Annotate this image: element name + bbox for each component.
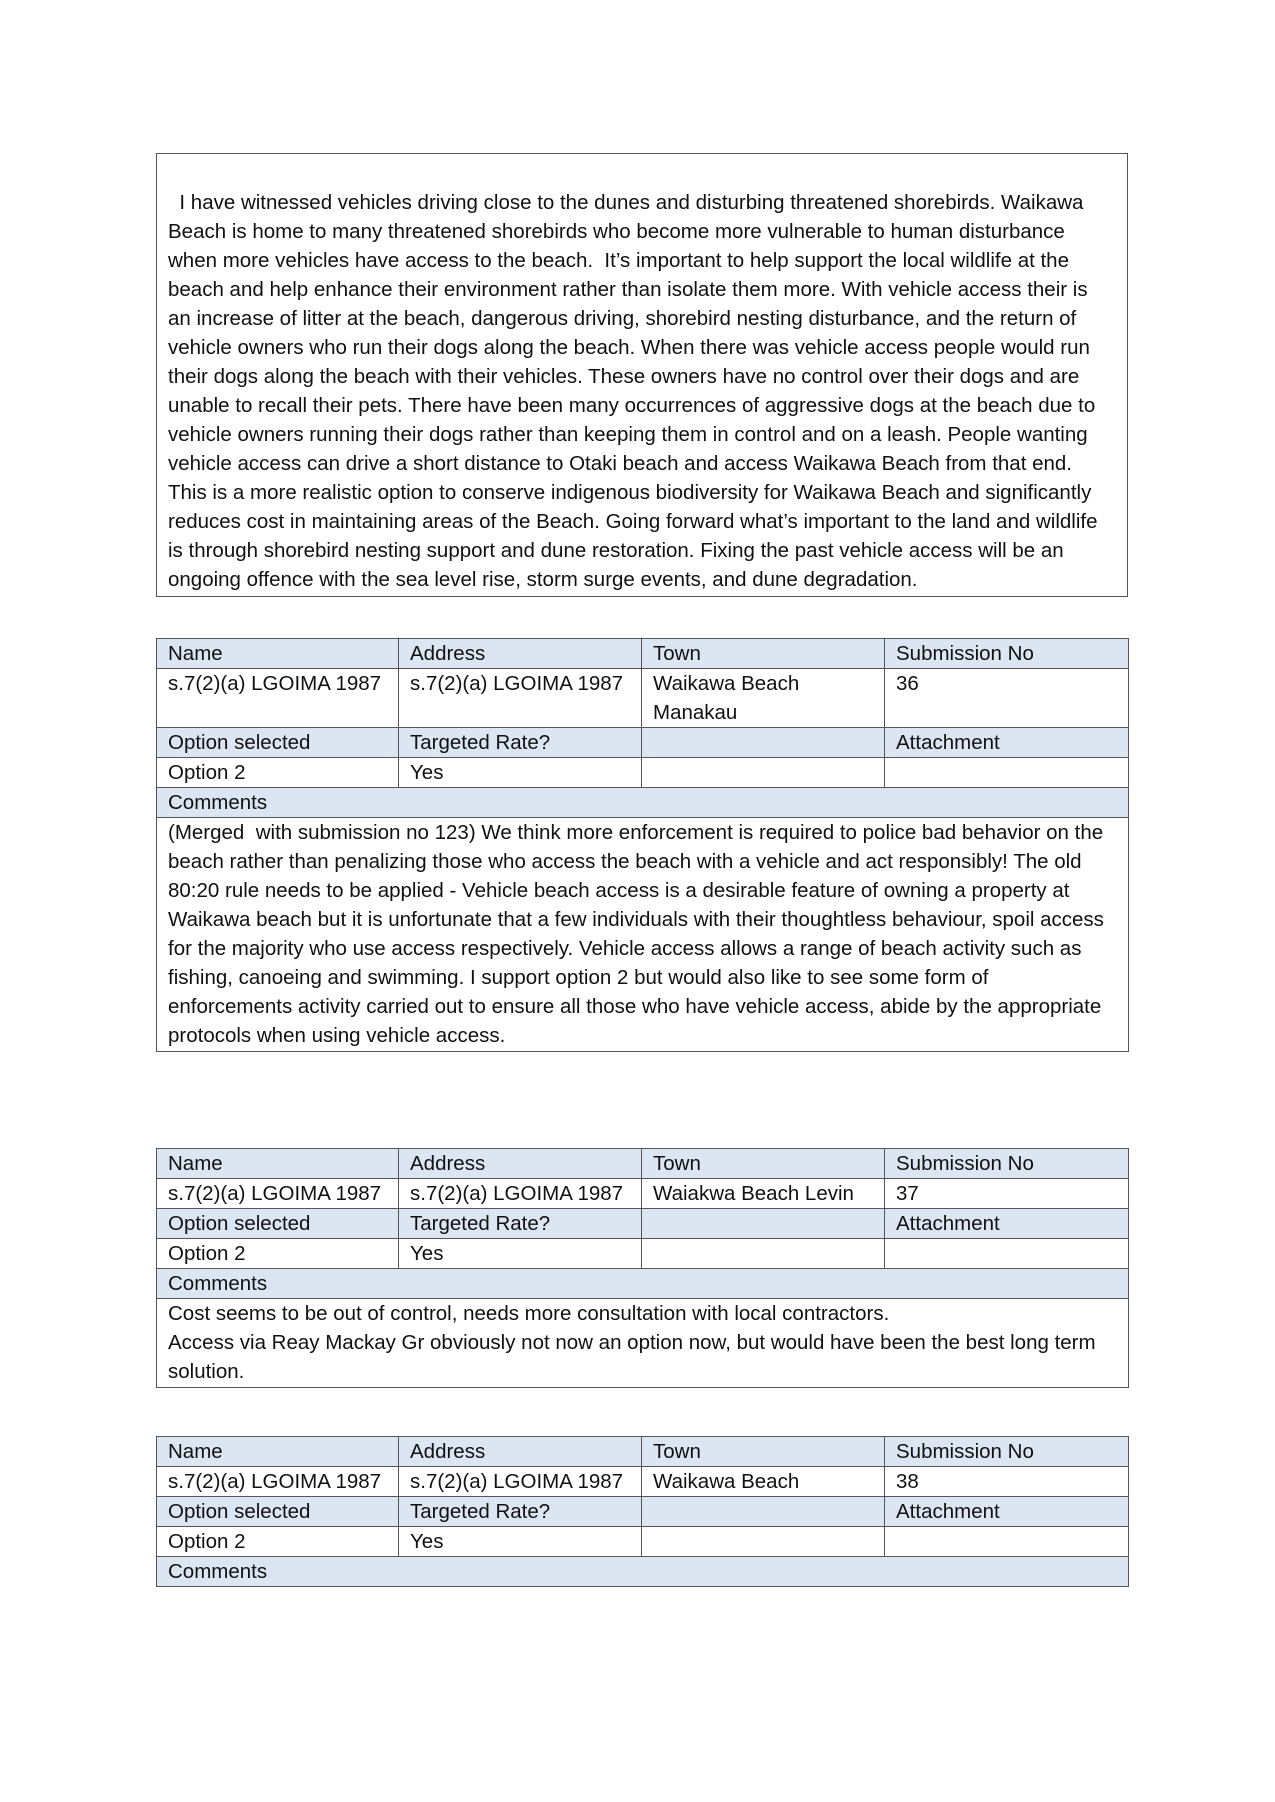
option-value: Option 2 [157,758,399,788]
address-value: s.7(2)(a) LGOIMA 1987 [399,1467,642,1497]
option-header-row [157,1497,1129,1527]
comments-row [157,818,1129,1052]
name-value: s.7(2)(a) LGOIMA 1987 [157,669,399,728]
comments-value: (Merged with submission no 123) We think more enforcement is required to police bad behavior on the beach rather than penalizing those who access the beach with a vehicle and act responsibly! The old 80:20 rule needs to be applied - Vehicle beach access is a desirable feature of owning a property at Waikawa beach but it is unfortunate that a few individuals with their thoughtless behaviour, spoil access for the majority who use access respectively. Vehicle access allows a range of beach activity such as fishing, canoeing and swimming. I support option 2 but would also like to see some form of enforcements activity carried out to ensure all those who have vehicle access, abide by the appropriate protocols when using vehicle access. [157,818,1129,1052]
address-label: Address [399,639,642,669]
submission-no-value: 37 [885,1179,1129,1209]
empty-cell [642,1527,885,1557]
attachment-label: Attachment [885,728,1129,758]
submission-table [156,638,1129,1052]
submission-table [156,1148,1129,1388]
comments-header-row [157,788,1129,818]
comments-value: Cost seems to be out of control, needs more consultation with local contractors. Access via Reay Mackay Gr obviously not now an option now, but would have been the best long term solution. [157,1299,1129,1388]
header-row [157,639,1129,669]
town-label: Town [642,639,885,669]
targeted-rate-label: Targeted Rate? [399,1209,642,1239]
comments-label: Comments [157,1269,1129,1299]
comments-header-row [157,1557,1129,1587]
option-value: Option 2 [157,1527,399,1557]
submission-no-value: 38 [885,1467,1129,1497]
intro-text: I have witnessed vehicles driving close to the dunes and disturbing threatened shorebirds. Waikawa Beach is home to many threatened shorebirds who become more vulnerable to human disturbance when more vehicles have access to the beach. It’s important to help support the local wildlife at the beach and help enhance their environment rather than isolate them more. With vehicle access their is an increase of litter at the beach, dangerous driving, shorebird nesting disturbance, and the return of vehicle owners who run their dogs along the beach. When there was vehicle access people would run their dogs along the beach with their vehicles. These owners have no control over their dogs and are unable to recall their pets. There have been many occurrences of aggressive dogs at the beach due to vehicle owners running their dogs rather than keeping them in control and on a leash. People wanting vehicle access can drive a short distance to Otaki beach and access Waikawa Beach from that end. This is a more realistic option to conserve indigenous biodiversity for Waikawa Beach and significantly reduces cost in maintaining areas of the Beach. Going forward what’s important to the land and wildlife is through shorebird nesting support and dune restoration. Fixing the past vehicle access will be an ongoing offence with the sea level rise, storm surge events, and dune degradation. [168,191,1104,591]
targeted-rate-label: Targeted Rate? [399,728,642,758]
attachment-label: Attachment [885,1209,1129,1239]
empty-header-cell [642,1497,885,1527]
header-row [157,1149,1129,1179]
details-row [157,1179,1129,1209]
option-header-row [157,728,1129,758]
name-value: s.7(2)(a) LGOIMA 1987 [157,1467,399,1497]
empty-header-cell [642,728,885,758]
submission-table [156,1436,1129,1587]
comments-label: Comments [157,1557,1129,1587]
comments-row [157,1299,1129,1388]
option-value: Option 2 [157,1239,399,1269]
empty-cell [642,1239,885,1269]
option-row [157,1239,1129,1269]
submission-no-label: Submission No [885,639,1129,669]
submission-no-label: Submission No [885,1149,1129,1179]
name-label: Name [157,1437,399,1467]
option-selected-label: Option selected [157,1209,399,1239]
option-row [157,758,1129,788]
submission-no-label: Submission No [885,1437,1129,1467]
details-row [157,669,1129,728]
targeted-rate-label: Targeted Rate? [399,1497,642,1527]
town-value: Waikawa Beach [642,1467,885,1497]
header-row [157,1437,1129,1467]
comments-header-row [157,1269,1129,1299]
address-label: Address [399,1149,642,1179]
town-label: Town [642,1437,885,1467]
submission-table-36 [156,638,1128,1052]
address-value: s.7(2)(a) LGOIMA 1987 [399,669,642,728]
name-label: Name [157,639,399,669]
town-value: Waikawa Beach Manakau [642,669,885,728]
name-label: Name [157,1149,399,1179]
option-header-row [157,1209,1129,1239]
submission-table-38 [156,1436,1128,1587]
attachment-value [885,1239,1129,1269]
option-row [157,1527,1129,1557]
attachment-value [885,758,1129,788]
empty-header-cell [642,1209,885,1239]
option-selected-label: Option selected [157,728,399,758]
address-value: s.7(2)(a) LGOIMA 1987 [399,1179,642,1209]
address-label: Address [399,1437,642,1467]
targeted-rate-value: Yes [399,1239,642,1269]
empty-cell [642,758,885,788]
submission-no-value: 36 [885,669,1129,728]
details-row [157,1467,1129,1497]
intro-text-box [156,153,1128,597]
targeted-rate-value: Yes [399,1527,642,1557]
name-value: s.7(2)(a) LGOIMA 1987 [157,1179,399,1209]
comments-label: Comments [157,788,1129,818]
town-value: Waiakwa Beach Levin [642,1179,885,1209]
option-selected-label: Option selected [157,1497,399,1527]
town-label: Town [642,1149,885,1179]
submission-table-37 [156,1148,1128,1388]
attachment-value [885,1527,1129,1557]
targeted-rate-value: Yes [399,758,642,788]
attachment-label: Attachment [885,1497,1129,1527]
